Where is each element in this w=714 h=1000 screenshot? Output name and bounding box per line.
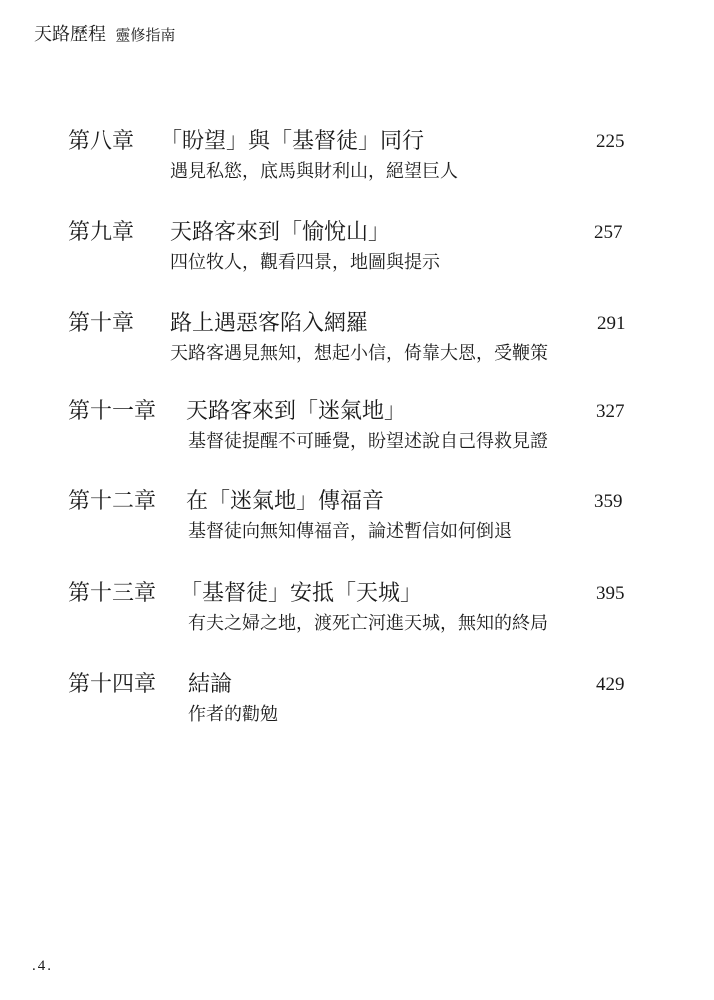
chapter-number: 第十一章 bbox=[68, 399, 157, 424]
toc-entry bbox=[0, 580, 714, 660]
chapter-description: 四位牧人，觀看四景，地圖與提示 bbox=[170, 252, 440, 273]
toc-entry bbox=[0, 310, 714, 390]
chapter-title: 天路客來到「迷氣地」 bbox=[186, 399, 407, 424]
chapter-page: 291 bbox=[597, 313, 626, 334]
chapter-number: 第十三章 bbox=[68, 581, 157, 606]
book-title: 天路歷程 bbox=[34, 24, 106, 45]
chapter-title: 「盼望」與「基督徒」同行 bbox=[160, 129, 425, 154]
chapter-number: 第十二章 bbox=[68, 489, 157, 514]
chapter-number: 第十四章 bbox=[68, 672, 157, 697]
toc-entry bbox=[0, 219, 714, 299]
chapter-description: 基督徒向無知傳福音，論述暫信如何倒退 bbox=[188, 521, 512, 542]
toc-entry bbox=[0, 128, 714, 208]
chapter-page: 359 bbox=[594, 491, 623, 512]
chapter-number: 第十章 bbox=[68, 311, 135, 336]
chapter-description: 作者的勸勉 bbox=[188, 704, 278, 725]
chapter-title: 天路客來到「愉悅山」 bbox=[170, 220, 391, 245]
book-subtitle: 靈修指南 bbox=[115, 26, 176, 44]
toc-entry bbox=[0, 398, 714, 478]
chapter-page: 395 bbox=[596, 583, 625, 604]
page-number: .4. bbox=[32, 958, 53, 974]
chapter-page: 257 bbox=[594, 222, 623, 243]
toc-entry bbox=[0, 671, 714, 751]
chapter-title: 在「迷氣地」傳福音 bbox=[186, 489, 385, 514]
chapter-title: 路上遇惡客陷入網羅 bbox=[170, 311, 369, 336]
running-header bbox=[34, 20, 175, 46]
chapter-page: 429 bbox=[596, 674, 625, 695]
chapter-number: 第九章 bbox=[68, 220, 135, 245]
chapter-description: 基督徒提醒不可睡覺，盼望述說自己得救見證 bbox=[188, 431, 548, 452]
toc-entry bbox=[0, 488, 714, 568]
chapter-description: 遇見私慾，底馬與財利山，絕望巨人 bbox=[170, 161, 458, 182]
chapter-title: 結論 bbox=[188, 672, 233, 697]
chapter-description: 有夫之婦之地，渡死亡河進天城，無知的終局 bbox=[188, 613, 548, 634]
chapter-title: 「基督徒」安抵「天城」 bbox=[180, 581, 423, 606]
chapter-page: 225 bbox=[596, 131, 625, 152]
chapter-number: 第八章 bbox=[68, 129, 135, 154]
chapter-page: 327 bbox=[596, 401, 625, 422]
chapter-description: 天路客遇見無知，想起小信，倚靠大恩，受鞭策 bbox=[170, 343, 548, 364]
